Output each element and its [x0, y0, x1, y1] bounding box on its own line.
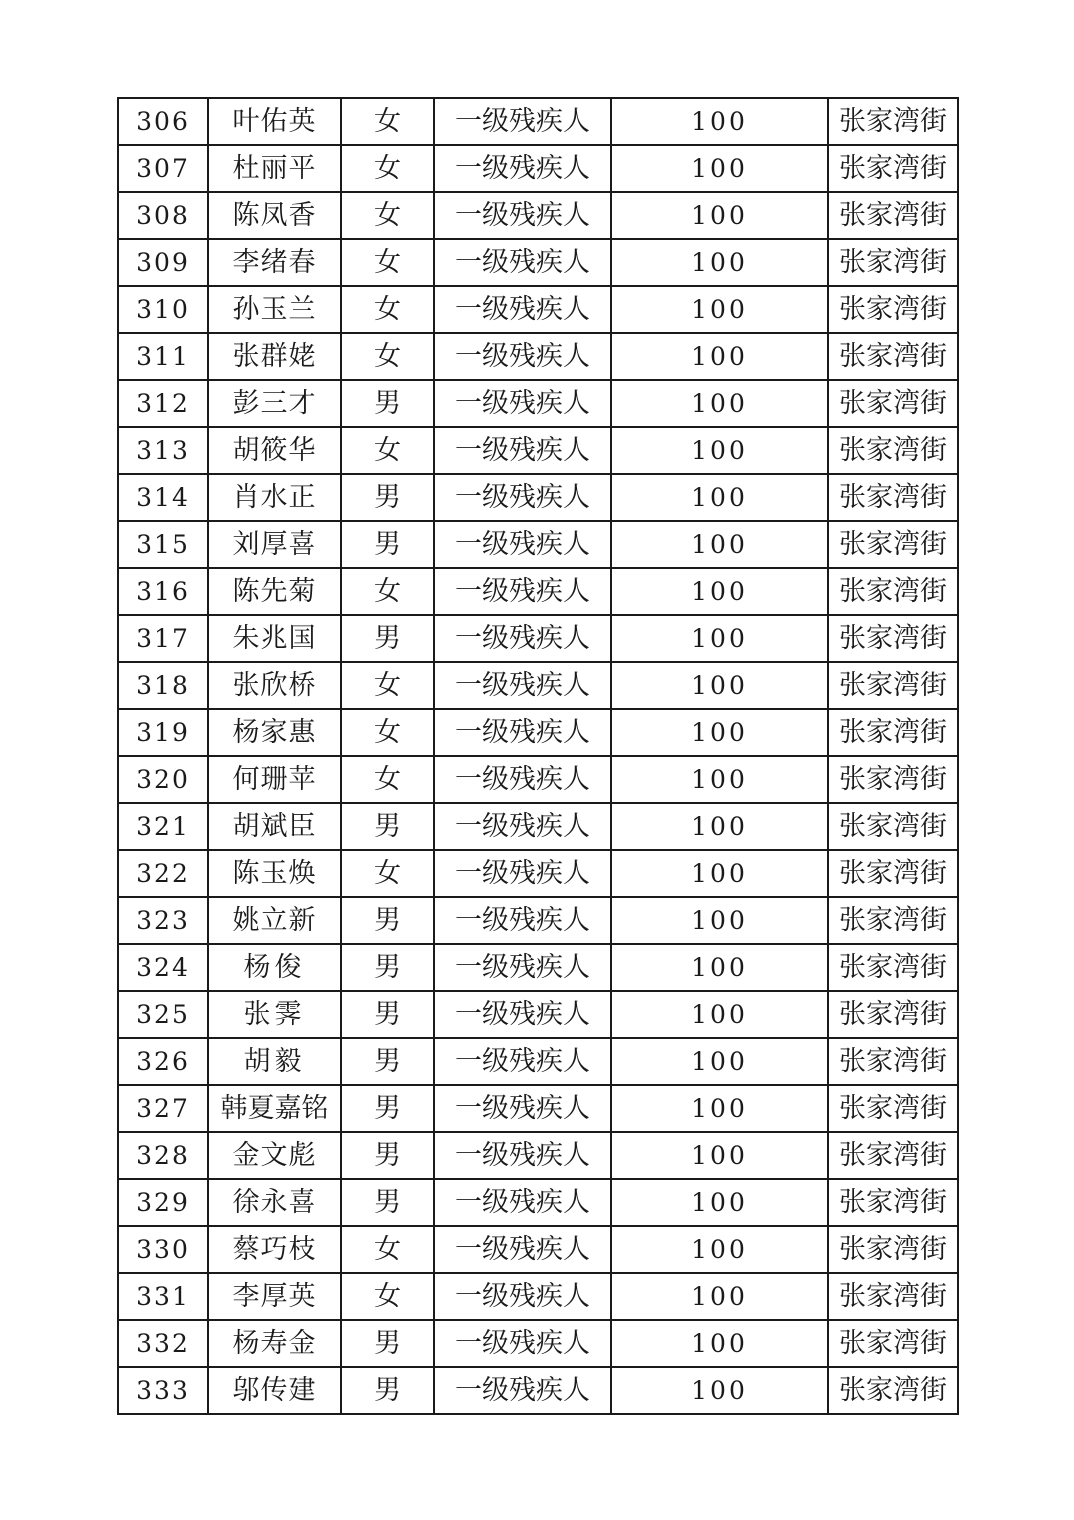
name-cell: 蔡巧枝: [208, 1226, 341, 1273]
name-cell: 胡毅: [208, 1038, 341, 1085]
name-cell: 朱兆国: [208, 615, 341, 662]
name-cell: 胡筱华: [208, 427, 341, 474]
street-cell: 张家湾街: [828, 568, 958, 615]
table-row: [118, 98, 958, 145]
name-cell: 邬传建: [208, 1367, 341, 1414]
amount-cell: 100: [611, 662, 828, 709]
row-number-cell: 315: [118, 521, 208, 568]
row-number-cell: 329: [118, 1179, 208, 1226]
amount-cell: 100: [611, 98, 828, 145]
table-row: [118, 521, 958, 568]
category-cell: 一级残疾人: [434, 380, 611, 427]
category-cell: 一级残疾人: [434, 1132, 611, 1179]
street-cell: 张家湾街: [828, 192, 958, 239]
row-number-cell: 325: [118, 991, 208, 1038]
gender-cell: 女: [341, 427, 434, 474]
gender-cell: 男: [341, 521, 434, 568]
name-cell: 杨家惠: [208, 709, 341, 756]
gender-cell: 女: [341, 709, 434, 756]
row-number-cell: 313: [118, 427, 208, 474]
table-row: [118, 380, 958, 427]
street-cell: 张家湾街: [828, 897, 958, 944]
row-number-cell: 332: [118, 1320, 208, 1367]
street-cell: 张家湾街: [828, 239, 958, 286]
name-cell: 陈玉焕: [208, 850, 341, 897]
amount-cell: 100: [611, 1320, 828, 1367]
category-cell: 一级残疾人: [434, 709, 611, 756]
category-cell: 一级残疾人: [434, 991, 611, 1038]
amount-cell: 100: [611, 1226, 828, 1273]
gender-cell: 男: [341, 1085, 434, 1132]
row-number-cell: 310: [118, 286, 208, 333]
name-cell: 陈凤香: [208, 192, 341, 239]
row-number-cell: 321: [118, 803, 208, 850]
row-number-cell: 307: [118, 145, 208, 192]
gender-cell: 女: [341, 333, 434, 380]
category-cell: 一级残疾人: [434, 239, 611, 286]
row-number-cell: 317: [118, 615, 208, 662]
amount-cell: 100: [611, 474, 828, 521]
gender-cell: 男: [341, 1179, 434, 1226]
amount-cell: 100: [611, 850, 828, 897]
roster-table-body: [118, 98, 958, 1414]
street-cell: 张家湾街: [828, 380, 958, 427]
name-cell: 张群姥: [208, 333, 341, 380]
amount-cell: 100: [611, 1367, 828, 1414]
gender-cell: 女: [341, 286, 434, 333]
table-row: [118, 1085, 958, 1132]
amount-cell: 100: [611, 1273, 828, 1320]
gender-cell: 男: [341, 474, 434, 521]
row-number-cell: 324: [118, 944, 208, 991]
table-row: [118, 1320, 958, 1367]
gender-cell: 女: [341, 662, 434, 709]
amount-cell: 100: [611, 991, 828, 1038]
gender-cell: 女: [341, 98, 434, 145]
name-cell: 韩夏嘉铭: [208, 1085, 341, 1132]
gender-cell: 男: [341, 803, 434, 850]
street-cell: 张家湾街: [828, 991, 958, 1038]
street-cell: 张家湾街: [828, 1226, 958, 1273]
table-row: [118, 145, 958, 192]
category-cell: 一级残疾人: [434, 145, 611, 192]
name-cell: 胡斌臣: [208, 803, 341, 850]
name-cell: 彭三才: [208, 380, 341, 427]
amount-cell: 100: [611, 1179, 828, 1226]
street-cell: 张家湾街: [828, 427, 958, 474]
gender-cell: 女: [341, 1226, 434, 1273]
category-cell: 一级残疾人: [434, 98, 611, 145]
category-cell: 一级残疾人: [434, 756, 611, 803]
amount-cell: 100: [611, 521, 828, 568]
category-cell: 一级残疾人: [434, 850, 611, 897]
amount-cell: 100: [611, 709, 828, 756]
gender-cell: 男: [341, 380, 434, 427]
table-row: [118, 1038, 958, 1085]
amount-cell: 100: [611, 239, 828, 286]
amount-cell: 100: [611, 1132, 828, 1179]
category-cell: 一级残疾人: [434, 1038, 611, 1085]
street-cell: 张家湾街: [828, 286, 958, 333]
gender-cell: 男: [341, 897, 434, 944]
category-cell: 一级残疾人: [434, 1273, 611, 1320]
table-row: [118, 239, 958, 286]
table-row: [118, 286, 958, 333]
table-row: [118, 1132, 958, 1179]
category-cell: 一级残疾人: [434, 1320, 611, 1367]
street-cell: 张家湾街: [828, 1273, 958, 1320]
street-cell: 张家湾街: [828, 756, 958, 803]
name-cell: 李厚英: [208, 1273, 341, 1320]
street-cell: 张家湾街: [828, 1085, 958, 1132]
category-cell: 一级残疾人: [434, 944, 611, 991]
table-row: [118, 333, 958, 380]
street-cell: 张家湾街: [828, 474, 958, 521]
gender-cell: 男: [341, 1320, 434, 1367]
gender-cell: 男: [341, 615, 434, 662]
amount-cell: 100: [611, 380, 828, 427]
table-row: [118, 192, 958, 239]
category-cell: 一级残疾人: [434, 286, 611, 333]
table-row: [118, 897, 958, 944]
amount-cell: 100: [611, 145, 828, 192]
amount-cell: 100: [611, 803, 828, 850]
amount-cell: 100: [611, 568, 828, 615]
gender-cell: 女: [341, 1273, 434, 1320]
row-number-cell: 326: [118, 1038, 208, 1085]
table-row: [118, 1226, 958, 1273]
row-number-cell: 322: [118, 850, 208, 897]
amount-cell: 100: [611, 333, 828, 380]
category-cell: 一级残疾人: [434, 1085, 611, 1132]
gender-cell: 女: [341, 568, 434, 615]
table-row: [118, 1367, 958, 1414]
gender-cell: 男: [341, 1367, 434, 1414]
category-cell: 一级残疾人: [434, 803, 611, 850]
name-cell: 刘厚喜: [208, 521, 341, 568]
roster-table: [117, 97, 959, 1415]
category-cell: 一级残疾人: [434, 615, 611, 662]
name-cell: 叶佑英: [208, 98, 341, 145]
amount-cell: 100: [611, 192, 828, 239]
table-row: [118, 803, 958, 850]
row-number-cell: 316: [118, 568, 208, 615]
amount-cell: 100: [611, 615, 828, 662]
gender-cell: 女: [341, 756, 434, 803]
table-row: [118, 944, 958, 991]
row-number-cell: 319: [118, 709, 208, 756]
street-cell: 张家湾街: [828, 333, 958, 380]
category-cell: 一级残疾人: [434, 568, 611, 615]
table-row: [118, 991, 958, 1038]
category-cell: 一级残疾人: [434, 1367, 611, 1414]
row-number-cell: 327: [118, 1085, 208, 1132]
street-cell: 张家湾街: [828, 662, 958, 709]
category-cell: 一级残疾人: [434, 521, 611, 568]
name-cell: 张霁: [208, 991, 341, 1038]
category-cell: 一级残疾人: [434, 662, 611, 709]
gender-cell: 女: [341, 850, 434, 897]
amount-cell: 100: [611, 1038, 828, 1085]
table-row: [118, 1273, 958, 1320]
table-row: [118, 709, 958, 756]
category-cell: 一级残疾人: [434, 897, 611, 944]
street-cell: 张家湾街: [828, 1038, 958, 1085]
amount-cell: 100: [611, 897, 828, 944]
street-cell: 张家湾街: [828, 1179, 958, 1226]
street-cell: 张家湾街: [828, 1132, 958, 1179]
row-number-cell: 333: [118, 1367, 208, 1414]
amount-cell: 100: [611, 1085, 828, 1132]
row-number-cell: 318: [118, 662, 208, 709]
name-cell: 陈先菊: [208, 568, 341, 615]
row-number-cell: 331: [118, 1273, 208, 1320]
street-cell: 张家湾街: [828, 98, 958, 145]
gender-cell: 男: [341, 1132, 434, 1179]
street-cell: 张家湾街: [828, 521, 958, 568]
street-cell: 张家湾街: [828, 803, 958, 850]
gender-cell: 男: [341, 944, 434, 991]
street-cell: 张家湾街: [828, 850, 958, 897]
category-cell: 一级残疾人: [434, 474, 611, 521]
category-cell: 一级残疾人: [434, 427, 611, 474]
name-cell: 杜丽平: [208, 145, 341, 192]
table-row: [118, 568, 958, 615]
table-row: [118, 427, 958, 474]
table-row: [118, 662, 958, 709]
table-row: [118, 756, 958, 803]
street-cell: 张家湾街: [828, 1367, 958, 1414]
amount-cell: 100: [611, 286, 828, 333]
street-cell: 张家湾街: [828, 615, 958, 662]
name-cell: 金文彪: [208, 1132, 341, 1179]
name-cell: 杨俊: [208, 944, 341, 991]
name-cell: 孙玉兰: [208, 286, 341, 333]
row-number-cell: 311: [118, 333, 208, 380]
street-cell: 张家湾街: [828, 145, 958, 192]
row-number-cell: 330: [118, 1226, 208, 1273]
gender-cell: 女: [341, 239, 434, 286]
table-row: [118, 850, 958, 897]
street-cell: 张家湾街: [828, 1320, 958, 1367]
amount-cell: 100: [611, 427, 828, 474]
row-number-cell: 312: [118, 380, 208, 427]
gender-cell: 女: [341, 192, 434, 239]
name-cell: 张欣桥: [208, 662, 341, 709]
row-number-cell: 309: [118, 239, 208, 286]
street-cell: 张家湾街: [828, 944, 958, 991]
name-cell: 何珊苹: [208, 756, 341, 803]
name-cell: 姚立新: [208, 897, 341, 944]
name-cell: 杨寿金: [208, 1320, 341, 1367]
name-cell: 肖水正: [208, 474, 341, 521]
category-cell: 一级残疾人: [434, 192, 611, 239]
name-cell: 李绪春: [208, 239, 341, 286]
row-number-cell: 306: [118, 98, 208, 145]
name-cell: 徐永喜: [208, 1179, 341, 1226]
category-cell: 一级残疾人: [434, 333, 611, 380]
row-number-cell: 328: [118, 1132, 208, 1179]
table-row: [118, 1179, 958, 1226]
gender-cell: 男: [341, 991, 434, 1038]
category-cell: 一级残疾人: [434, 1179, 611, 1226]
street-cell: 张家湾街: [828, 709, 958, 756]
row-number-cell: 323: [118, 897, 208, 944]
amount-cell: 100: [611, 756, 828, 803]
table-row: [118, 474, 958, 521]
row-number-cell: 308: [118, 192, 208, 239]
gender-cell: 女: [341, 145, 434, 192]
category-cell: 一级残疾人: [434, 1226, 611, 1273]
row-number-cell: 320: [118, 756, 208, 803]
row-number-cell: 314: [118, 474, 208, 521]
amount-cell: 100: [611, 944, 828, 991]
table-row: [118, 615, 958, 662]
gender-cell: 男: [341, 1038, 434, 1085]
